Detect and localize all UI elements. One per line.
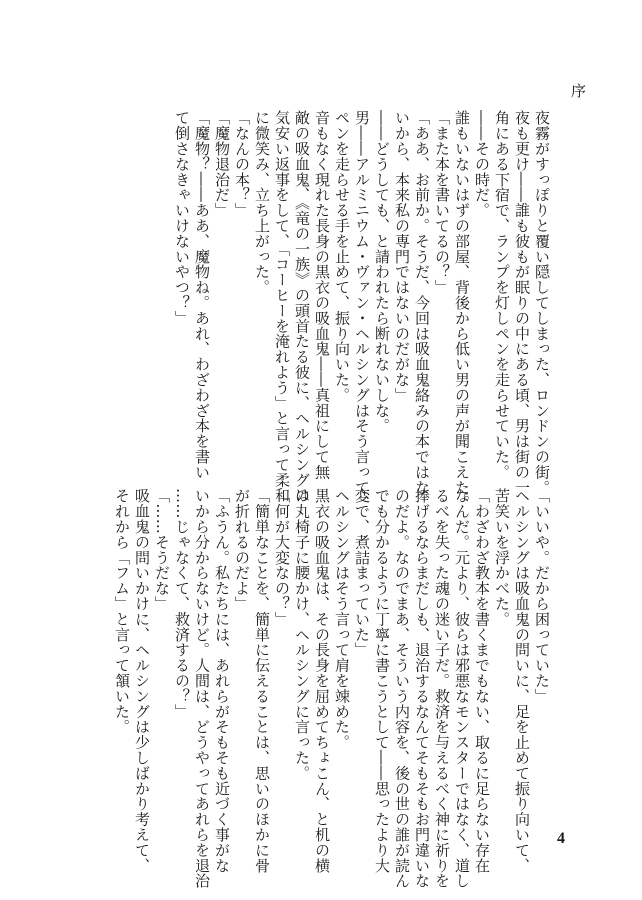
text-line: に微笑み、立ち上がった。: [253, 110, 271, 295]
text-line: 黒衣の吸血鬼は、その長身を屈めてちょこん、と机の横: [313, 488, 331, 873]
page-number: 4: [557, 830, 565, 847]
text-line: ……じゃなくて、救済するの？」: [173, 488, 191, 719]
text-line: 男――アルミニウム・ヴァン・ヘルシングはそう言って、: [353, 110, 371, 511]
text-line: 敵の吸血鬼、《竜の一族》の頭首たる彼に、ヘルシングは: [293, 110, 311, 503]
text-line: の丸椅子に腰かけ、ヘルシングに言った。: [293, 488, 311, 781]
text-line: のだよ。なのでまあ、そういう内容を、後の世の誰が読ん: [393, 488, 411, 889]
text-line: ――どうしても、と請われたら断れないしな。: [373, 110, 391, 434]
text-line: でも分かるように丁寧に書こうとして――思ったより大: [373, 488, 391, 873]
chapter-title: 序: [569, 83, 587, 98]
text-line: 「……そうだな」: [153, 488, 171, 612]
text-line: 「ああ、お前か。そうだ、今回は吸血鬼絡みの本ではな: [413, 110, 431, 495]
text-line: 角にある下宿で、ランプを灯しペンを走らせていた。: [493, 110, 511, 480]
text-line: それから「フム」と言って頷いた。: [113, 488, 131, 735]
text-line: 吸血鬼の問いかけに、ヘルシングは少しばかり考えて、: [133, 488, 151, 873]
text-line: 「簡単なことを、簡単に伝えることは、思いのほかに骨: [253, 488, 271, 873]
lower-text-block: [113, 488, 552, 889]
text-line: 「魔物退治だ」: [213, 110, 231, 218]
text-line: 「何が大変なの？」: [273, 488, 291, 627]
upper-text-block: [132, 110, 552, 511]
text-line: 夜霧がすっぽりと覆い隠してしまった、ロンドンの街。: [533, 110, 551, 495]
text-line: 音もなく現れた長身の黒衣の吸血鬼――真祖にして無: [313, 110, 331, 480]
text-line: るべを失った魂の迷い子だ。救済を与えるべく神に祈りを: [433, 488, 451, 889]
text-line: て倒さなきゃいけないやつ？」: [173, 110, 191, 326]
text-line: いから、本来私の専門ではないのだがな」: [393, 110, 411, 403]
text-line: ペンを走らせる手を止めて、振り向いた。: [333, 110, 351, 403]
text-line: 「魔物？――ああ、魔物ね。あれ、わざわざ本を書い: [193, 110, 211, 480]
text-line: ――その時だ。: [473, 110, 491, 218]
text-line: 苦笑いを浮かべた。: [493, 488, 511, 627]
text-line: ヘルシングは吸血鬼の問いに、足を止めて振り向いて、: [513, 488, 531, 873]
text-line: 気安い返事をして、「コーヒーを淹れよう」と言って柔和: [273, 110, 291, 503]
text-line: が折れるのだよ」: [233, 488, 251, 612]
text-line: 夜も更け――誰も彼もが眠りの中にある頃、男は街の一: [513, 110, 531, 495]
text-line: 「ふうん。私たちには、あれらがそもそも近づく事がな: [213, 488, 231, 873]
text-line: 変で、煮詰まっていた」: [353, 488, 371, 658]
text-line: いから分からないけど。人間は、どうやってあれらを退治: [193, 488, 211, 889]
text-line: 「なんの本？」: [233, 110, 251, 218]
text-line: ヘルシングはそう言って肩を竦めた。: [333, 488, 351, 750]
text-line: なんだ。元より、彼らは邪悪なモンスターではなく、道し: [453, 488, 471, 889]
text-line: 「また本を書いてるの？」: [433, 110, 451, 295]
text-line: 「わざわざ教本を書くまでもない、取るに足らない存在: [473, 488, 491, 873]
text-line: 「いいや。だから困っていた」: [533, 488, 551, 704]
text-line: 捧げるならまだしも、退治するなんてそもそもお門違いな: [413, 488, 431, 889]
text-line: 誰もいないはずの部屋、背後から低い男の声が聞こえた。: [453, 110, 471, 511]
